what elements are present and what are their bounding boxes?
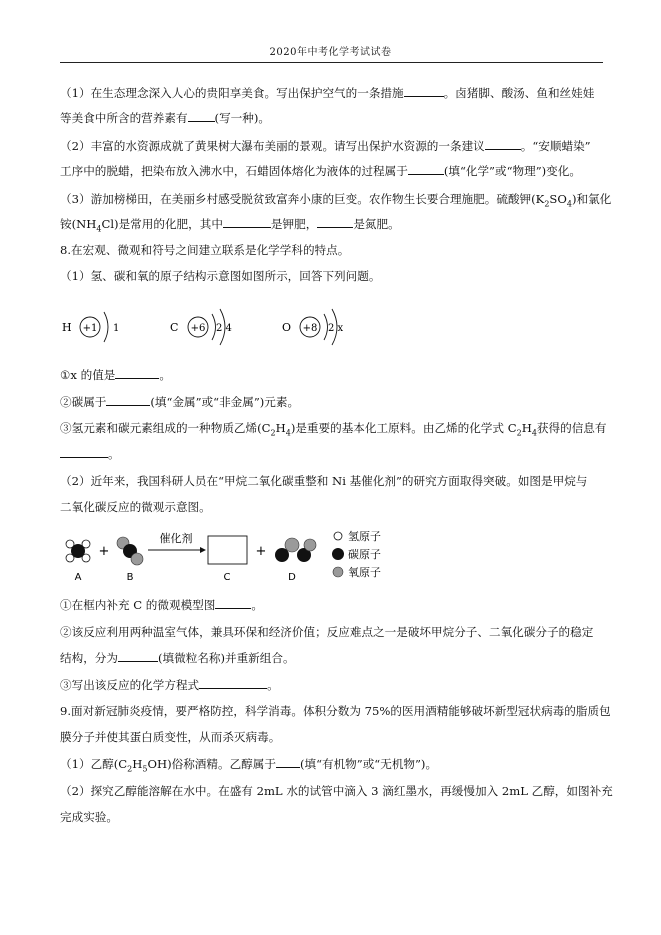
answer-blank[interactable] <box>485 138 521 150</box>
text: 。 <box>159 368 172 382</box>
question-8-1: （1）氢、碳和氧的原子结构示意图如图所示，回答下列问题。 <box>60 269 381 283</box>
question-9-2-cont: 完成实验。 <box>60 810 118 824</box>
text: （3）游加榜梯田，在美丽乡村感受脱贫致富奔小康的巨变。农作物生长要合理施肥。硫酸钾(K <box>60 192 545 206</box>
text: （1）在生态理念深入人心的贵阳享美食。写出保护空气的一条措施 <box>60 86 404 100</box>
subscript: 4 <box>96 224 102 234</box>
text: H <box>521 421 532 435</box>
answer-blank[interactable] <box>199 677 267 689</box>
label-d: D <box>288 572 296 583</box>
question-9: 9.面对新冠肺炎疫情，要严格防控，科学消毒。体积分数为 75%的医用酒精能够破坏新型冠状病毒的脂质包 <box>60 704 611 718</box>
reaction-arrow <box>148 531 206 553</box>
answer-blank[interactable] <box>317 216 353 228</box>
text-line <box>60 110 270 126</box>
text: （2）丰富的水资源成就了黄果树大瀑布美丽的景观。请写出保护水资源的一条建议 <box>60 139 485 153</box>
answer-blank[interactable] <box>408 163 444 175</box>
nucleus-charge: +6 <box>190 323 206 334</box>
legend <box>332 529 381 579</box>
text-line <box>60 597 263 613</box>
text: H <box>132 757 143 771</box>
electron-shells: 2 x <box>328 323 344 334</box>
text-line <box>60 191 611 207</box>
subscript: 4 <box>566 199 572 209</box>
subscript: 4 <box>285 428 291 438</box>
text: 。卤猪脚、酸汤、鱼和丝娃娃 <box>443 86 595 100</box>
text: 工序中的脱蜡，把染布放入沸水中，石蜡固体熔化为液体的过程属于 <box>60 164 408 178</box>
question-8: 8.在宏观、微观和符号之间建立联系是化学学科的特点。 <box>60 243 350 257</box>
text-line <box>60 756 437 772</box>
question-8-2: （2）近年来，我国科研人员在“甲烷二氧化碳重整和 Ni 基催化剂”的研究方面取得突破。如图是甲烷与 <box>60 474 588 488</box>
label-c: C <box>223 572 231 583</box>
answer-blank[interactable] <box>223 216 271 228</box>
text: ②碳属于 <box>60 395 107 409</box>
catalyst-label: 催化剂 <box>159 532 193 545</box>
text-line <box>60 650 295 666</box>
question-9-cont: 膜分子并使其蛋白质变性，从而杀灭病毒。 <box>60 730 281 744</box>
nucleus-charge: +8 <box>302 323 318 334</box>
nucleus-charge: +1 <box>82 323 98 334</box>
text: Cl)是常用的化肥，其中 <box>101 217 223 231</box>
text-line <box>60 163 581 179</box>
subscript: 5 <box>142 764 148 774</box>
text-line <box>60 677 279 693</box>
subscript: 4 <box>531 428 537 438</box>
text: ③氢元素和碳元素组成的一种物质乙烯(C <box>60 421 271 435</box>
legend-hydrogen: 氢原子 <box>348 530 381 543</box>
label-b: B <box>126 572 134 583</box>
text: 铵(NH <box>60 217 97 231</box>
header-divider <box>60 62 603 63</box>
text: )和氯化 <box>571 192 612 206</box>
text: SO <box>549 192 567 206</box>
text-line <box>60 420 606 436</box>
label-a: A <box>74 572 82 583</box>
text-line <box>60 394 299 410</box>
text: 。 <box>267 678 279 692</box>
answer-blank[interactable] <box>215 597 251 609</box>
text: ①在框内补充 C 的微观模型图 <box>60 598 216 612</box>
plus-sign: + <box>98 544 110 559</box>
electron-shells: 1 <box>113 323 120 334</box>
text: (填“金属”或“非金属”)元素。 <box>150 395 300 409</box>
text: ①x 的值是 <box>60 368 116 382</box>
hydrogen-atom-diagram <box>62 306 142 348</box>
answer-blank[interactable] <box>118 650 158 662</box>
text: 。“安顺蜡染” <box>520 139 591 153</box>
answer-blank[interactable] <box>188 110 215 122</box>
subscript: 2 <box>270 428 276 438</box>
text: )是重要的基本化工原料。由乙烯的化学式 C <box>290 421 517 435</box>
answer-blank[interactable] <box>106 394 150 406</box>
molecule-b <box>117 537 143 583</box>
legend-oxygen: 氧原子 <box>348 566 381 579</box>
atom-symbol: H <box>62 321 72 334</box>
answer-blank[interactable] <box>276 756 300 768</box>
text: OH)俗称酒精。乙醇属于 <box>147 757 276 771</box>
text: 获得的信息有 <box>536 421 607 435</box>
molecule-a <box>66 540 90 583</box>
text: 。 <box>251 598 263 612</box>
atom-symbol: C <box>170 321 179 334</box>
product-c-box[interactable] <box>208 536 247 564</box>
text: 是氮肥。 <box>353 217 400 231</box>
text: (写一种)。 <box>214 111 270 125</box>
plus-sign: + <box>255 544 267 559</box>
answer-blank[interactable] <box>404 85 444 97</box>
page-header: 2020年中考化学考试试卷 <box>269 47 392 58</box>
text-line <box>60 446 120 462</box>
text-line <box>60 138 591 154</box>
text: ③写出该反应的化学方程式 <box>60 678 200 692</box>
text: (填“化学”或“物理”)变化。 <box>443 164 581 178</box>
oxygen-atom-diagram <box>282 306 362 348</box>
molecule-d <box>275 538 316 583</box>
text: (填微粒名称)并重新组合。 <box>157 651 295 665</box>
atom-symbol: O <box>282 321 292 334</box>
answer-blank[interactable] <box>60 446 108 458</box>
text: 结构，分为 <box>60 651 118 665</box>
text: (填“有机物”或“无机物”)。 <box>299 757 438 771</box>
carbon-atom-diagram <box>170 306 250 348</box>
text-line <box>60 85 594 101</box>
text-line <box>60 367 171 383</box>
text: 是钾肥， <box>270 217 318 231</box>
text: 等美食中所含的营养素有 <box>60 111 188 125</box>
subscript: 2 <box>544 199 550 209</box>
text-line: ②该反应利用两种温室气体，兼具环保和经济价值；反应难点之一是破坏甲烷分子、二氧化碳分子的稳定 <box>60 625 594 639</box>
electron-shells: 2 4 <box>216 323 232 334</box>
answer-blank[interactable] <box>115 367 159 379</box>
subscript: 2 <box>516 428 522 438</box>
text: H <box>275 421 286 435</box>
text: 。 <box>108 447 120 461</box>
text-line <box>60 216 400 232</box>
question-9-2: （2）探究乙醇能溶解在水中。在盛有 2mL 水的试管中滴入 3 滴红墨水，再缓慢加入 2mL 乙醇，如图补充 <box>60 784 613 798</box>
text: （1）乙醇(C <box>60 757 128 771</box>
subscript: 2 <box>127 764 133 774</box>
reaction-diagram <box>60 528 400 584</box>
question-8-2-cont: 二氧化碳反应的微观示意图。 <box>60 500 211 514</box>
legend-carbon: 碳原子 <box>348 548 381 561</box>
